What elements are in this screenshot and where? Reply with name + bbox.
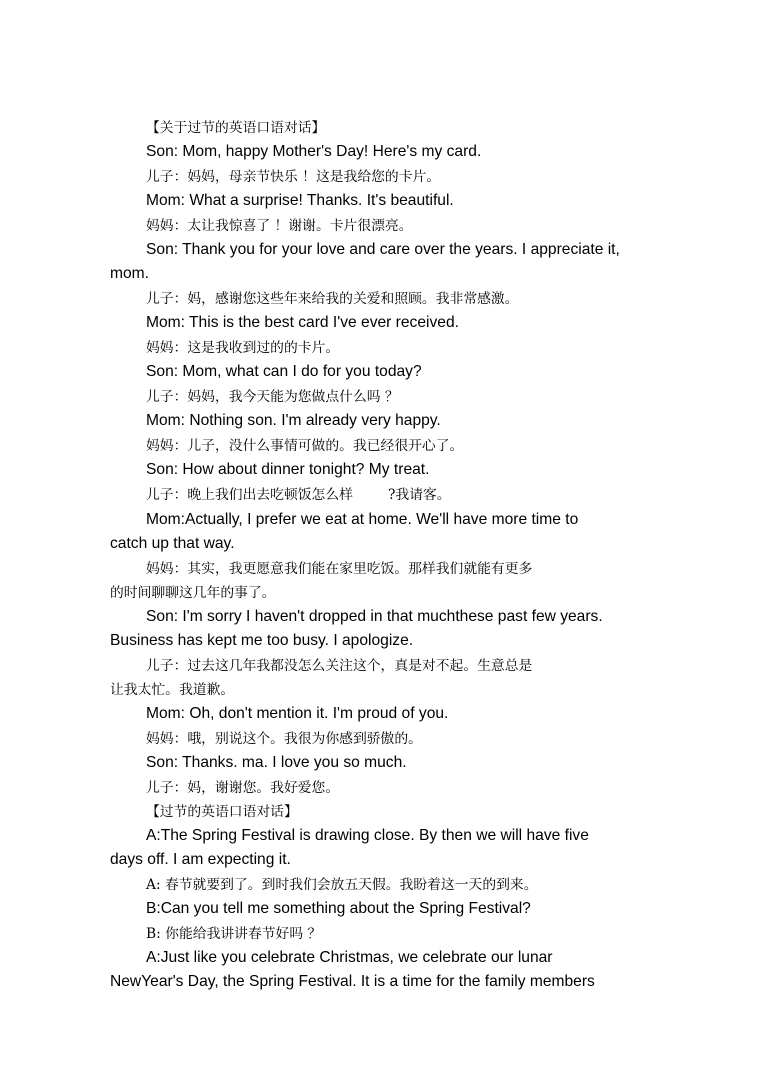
dialogue-translation: 儿子：妈，谢谢您。我好爱您。 — [146, 780, 340, 796]
dialogue-translation: 儿子：妈妈，母亲节快乐 ！这是我给您的卡片。 — [146, 169, 441, 185]
dialogue-line-continued: mom. — [110, 265, 149, 282]
section-heading: 【关于过节的英语口语对话】 — [146, 120, 326, 136]
dialogue-line: Mom: Nothing son. I'm already very happy. — [146, 412, 441, 429]
dialogue-line-continued: days off. I am expecting it. — [110, 851, 291, 868]
dialogue-line: Son: Thanks. ma. I love you so much. — [146, 754, 407, 771]
dialogue-line: Son: Thank you for your love and care over the years. I appreciate it, — [146, 241, 620, 258]
dialogue-line: Mom:Actually, I prefer we eat at home. We'll have more time to — [146, 511, 579, 528]
dialogue-translation-continued: 让我太忙。我道歉。 — [110, 682, 235, 698]
dialogue-translation: 妈妈：其实，我更愿意我们能在家里吃饭。那样我们就能有更多 — [146, 561, 533, 577]
dialogue-translation-continued: 的时间聊聊这几年的事了。 — [110, 585, 276, 601]
dialogue-line: B:Can you tell me something about the Spring Festival? — [146, 900, 531, 917]
dialogue-line: Son: How about dinner tonight? My treat. — [146, 461, 430, 478]
dialogue-translation: 妈妈：这是我收到过的的卡片。 — [146, 340, 340, 356]
dialogue-line-continued: Business has kept me too busy. I apologize. — [110, 632, 414, 649]
dialogue-line: Son: Mom, happy Mother's Day! Here's my card. — [146, 143, 482, 160]
dialogue-line: A:The Spring Festival is drawing close. By then we will have five — [146, 827, 589, 844]
dialogue-line: A:Just like you celebrate Christmas, we celebrate our lunar — [146, 949, 553, 966]
dialogue-translation: 儿子：妈妈，我今天能为您做点什么吗 ？ — [146, 389, 399, 405]
dialogue-translation: 儿子：过去这几年我都没怎么关注这个，真是对不起。生意总是 — [146, 658, 533, 674]
dialogue-line: Mom: What a surprise! Thanks. It's beautiful. — [146, 192, 454, 209]
dialogue-line: Mom: This is the best card I've ever received. — [146, 314, 459, 331]
dialogue-translation: B: 你能给我讲讲春节好吗 ？ — [146, 926, 322, 942]
dialogue-line-continued: NewYear's Day, the Spring Festival. It is a time for the family members — [110, 973, 595, 990]
dialogue-line: Son: Mom, what can I do for you today? — [146, 363, 422, 380]
dialogue-line-continued: catch up that way. — [110, 535, 235, 552]
dialogue-translation: 儿子：晚上我们出去吃顿饭怎么样 ?我请客。 — [146, 487, 451, 503]
dialogue-translation: 妈妈：儿子，没什么事情可做的。我已经很开心了。 — [146, 438, 464, 454]
dialogue-line: Son: I'm sorry I haven't dropped in that muchthese past few years. — [146, 608, 603, 625]
dialogue-translation: 妈妈：哦，别说这个。我很为你感到骄傲的。 — [146, 731, 422, 747]
dialogue-translation: 妈妈：太让我惊喜了 ！谢谢。卡片很漂亮。 — [146, 218, 413, 234]
dialogue-translation: A: 春节就要到了。到时我们会放五天假。我盼着这一天的到来。 — [146, 877, 538, 893]
dialogue-line: Mom: Oh, don't mention it. I'm proud of you. — [146, 705, 449, 722]
dialogue-translation: 儿子：妈，感谢您这些年来给我的关爱和照顾。我非常感激。 — [146, 291, 519, 307]
section-heading: 【过节的英语口语对话】 — [146, 804, 298, 820]
